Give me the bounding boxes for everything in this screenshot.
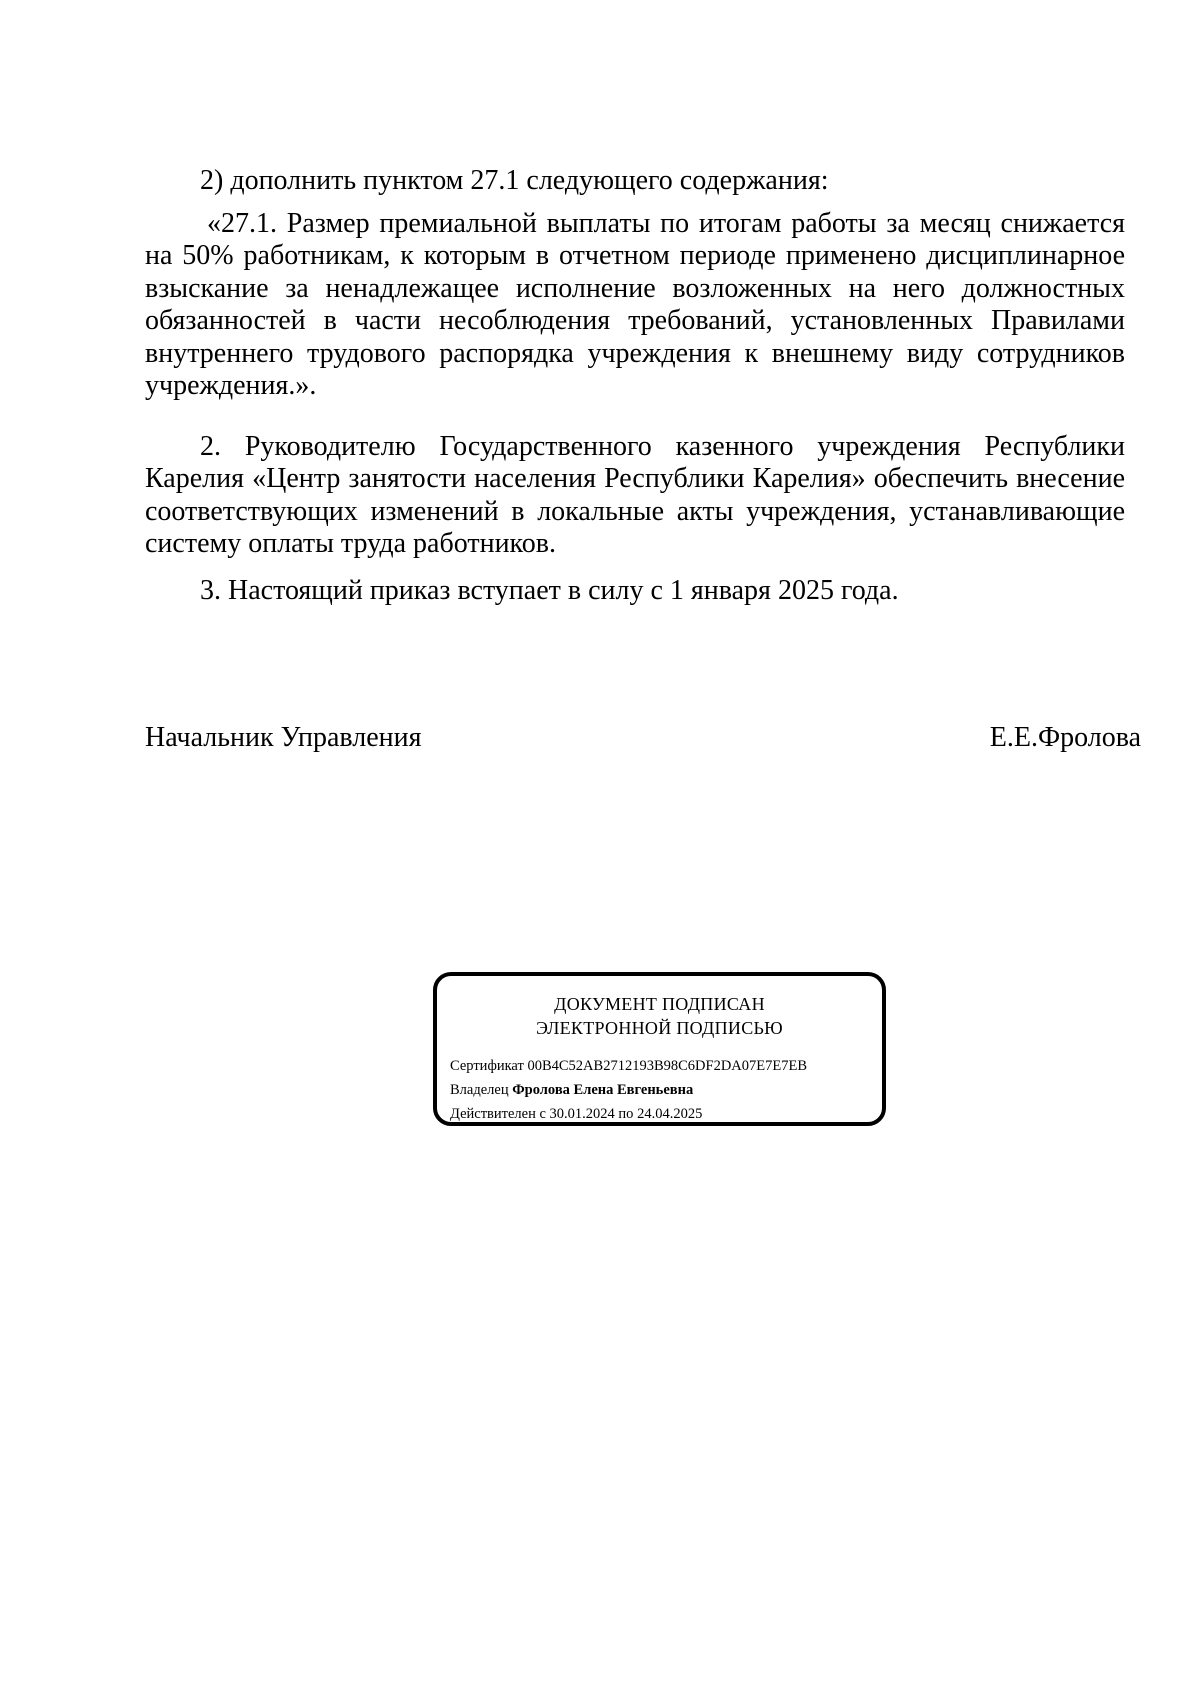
valid-label: Действителен с <box>450 1106 546 1122</box>
owner-label: Владелец <box>450 1082 509 1098</box>
stamp-title-line2: ЭЛЕКТРОННОЙ ПОДПИСЬЮ <box>536 1018 783 1038</box>
certificate-label: Сертификат <box>450 1058 524 1074</box>
valid-from: 30.01.2024 <box>549 1106 615 1122</box>
certificate-value: 00B4C52AB2712193B98C6DF2DA07E7E7EB <box>527 1058 808 1074</box>
paragraph-amendment-intro: 2) дополнить пунктом 27.1 следующего содержания: <box>200 165 829 196</box>
owner-value: Фролова Елена Евгеньевна <box>512 1082 694 1098</box>
paragraph-clause-27-1: «27.1. Размер премиальной выплаты по итогам работы за месяц снижается на 50% работникам, к которым в отчетном периоде применено дисциплинарное взыскание за ненадлежащее исполнение возложенных на него должностных обязанностей в части несоблюдения требований, установленных Правилами внутреннего трудового распорядка учреждения к внешнему виду сотрудников учреждения.». <box>145 207 1125 401</box>
stamp-validity-row <box>450 1106 702 1123</box>
valid-to-label: по <box>618 1106 634 1122</box>
stamp-title-line1: ДОКУМЕНТ ПОДПИСАН <box>554 994 765 1014</box>
paragraph-item-3: 3. Настоящий приказ вступает в силу с 1 января 2025 года. <box>200 574 899 606</box>
document-body <box>145 165 1125 607</box>
signatory-position: Начальник Управления <box>145 722 422 753</box>
valid-to: 24.04.2025 <box>637 1106 703 1122</box>
signatory-name: Е.Е.Фролова <box>989 722 1141 753</box>
stamp-certificate-row <box>450 1058 807 1075</box>
paragraph-item-2: 2. Руководителю Государственного казенного учреждения Республики Карелия «Центр занятости населения Республики Карелия» обеспечить внесение соответствующих изменений в локальные акты учреждения, устанавливающие систему оплаты труда работников. <box>145 430 1125 559</box>
stamp-owner-row <box>450 1082 693 1099</box>
electronic-signature-stamp <box>433 972 886 1126</box>
